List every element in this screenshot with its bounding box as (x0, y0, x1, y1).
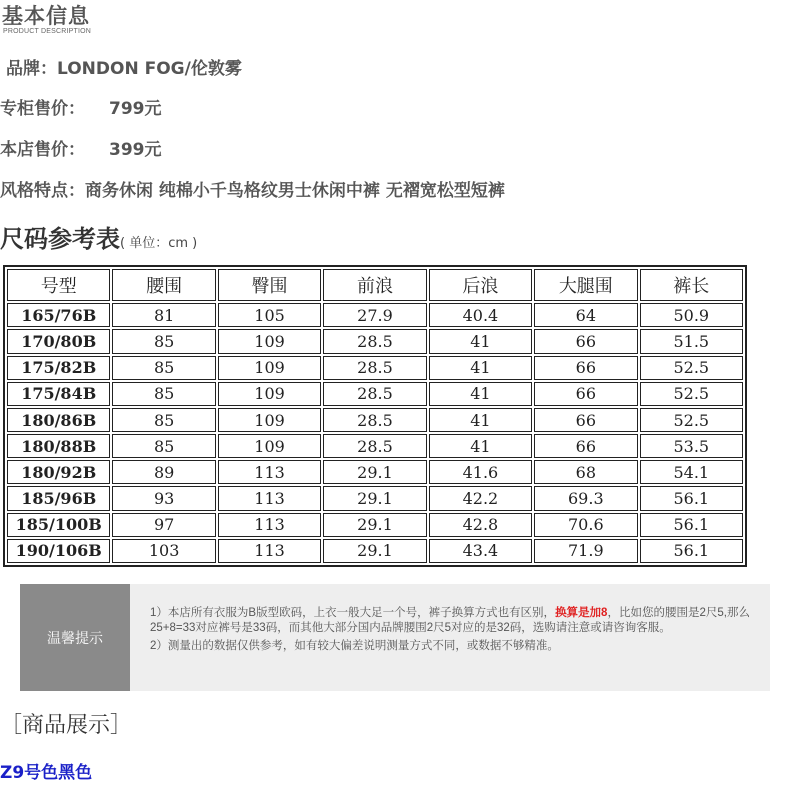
notice-box (20, 584, 770, 691)
table-cell: 109 (218, 408, 321, 432)
table-row (7, 329, 743, 353)
size-chart-unit: ( 单位：cm ) (120, 236, 198, 251)
table-cell: 69.3 (534, 486, 637, 510)
table-cell: 28.5 (323, 408, 426, 432)
table-cell: 109 (218, 356, 321, 380)
size-table-body (7, 269, 743, 563)
size-model-cell: 180/92B (7, 460, 110, 484)
table-cell: 28.5 (323, 356, 426, 380)
table-cell: 109 (218, 434, 321, 458)
table-cell: 29.1 (323, 486, 426, 510)
size-table (3, 265, 747, 567)
store-price-value: 399元 (109, 140, 162, 160)
table-cell: 29.1 (323, 539, 426, 563)
table-cell: 28.5 (323, 329, 426, 353)
table-row (7, 382, 743, 406)
table-cell: 66 (534, 382, 637, 406)
table-row (7, 539, 743, 563)
table-cell: 56.1 (640, 513, 743, 537)
table-cell: 52.5 (640, 356, 743, 380)
size-model-cell: 185/100B (7, 513, 110, 537)
table-cell: 85 (112, 382, 215, 406)
table-header-cell: 号型 (7, 269, 110, 301)
table-cell: 50.9 (640, 303, 743, 327)
table-cell: 68 (534, 460, 637, 484)
table-row (7, 486, 743, 510)
table-row (7, 513, 743, 537)
table-row (7, 408, 743, 432)
table-cell: 54.1 (640, 460, 743, 484)
table-cell: 97 (112, 513, 215, 537)
notice-line-2: 2）测量出的数据仅供参考，如有较大偏差说明测量方式不同，或数据不够精准。 (150, 640, 559, 652)
size-model-cell: 165/76B (7, 303, 110, 327)
notice-text (150, 606, 750, 654)
table-header-cell: 裤长 (640, 269, 743, 301)
style-row (0, 176, 505, 201)
table-cell: 113 (218, 539, 321, 563)
section-subtitle: PRODUCT DESCRIPTION (3, 28, 92, 35)
size-table-grid (5, 267, 745, 565)
counter-price-label: 专柜售价： (0, 99, 85, 119)
table-cell: 71.9 (534, 539, 637, 563)
table-cell: 85 (112, 329, 215, 353)
product-color-label: Z9号色黑色 (0, 763, 93, 783)
table-cell: 42.2 (429, 486, 532, 510)
table-cell: 85 (112, 408, 215, 432)
table-cell: 41 (429, 329, 532, 353)
table-cell: 85 (112, 434, 215, 458)
size-model-cell: 180/86B (7, 408, 110, 432)
style-value: 商务休闲 纯棉小千鸟格纹男士休闲中裤 无褶宽松型短裤 (85, 181, 505, 201)
table-row (7, 460, 743, 484)
table-cell: 109 (218, 382, 321, 406)
table-cell: 29.1 (323, 460, 426, 484)
table-cell: 42.8 (429, 513, 532, 537)
counter-price-row (0, 94, 162, 119)
style-label: 风格特点： (0, 181, 85, 201)
table-header-row (7, 269, 743, 301)
table-cell: 66 (534, 329, 637, 353)
table-header-cell: 腰围 (112, 269, 215, 301)
size-model-cell: 175/84B (7, 382, 110, 406)
notice-line-1-part-a: 1）本店所有衣服为B版型欧码，上衣一般大足一个号，裤子换算方式也有区别， (150, 607, 556, 619)
brand-row (6, 54, 242, 79)
table-cell: 66 (534, 434, 637, 458)
table-cell: 70.6 (534, 513, 637, 537)
table-cell: 27.9 (323, 303, 426, 327)
table-cell: 56.1 (640, 486, 743, 510)
table-cell: 89 (112, 460, 215, 484)
table-cell: 66 (534, 408, 637, 432)
table-cell: 41.6 (429, 460, 532, 484)
size-model-cell: 190/106B (7, 539, 110, 563)
notice-highlight: 换算是加8 (555, 607, 608, 619)
notice-line-1-part-b: ，比如您的腰围是2尺5,那么25+8=33对应裤号是33码，而其他大部分国内品牌腰围2尺5对应的是32码，选购请注意或请咨询客服。 (150, 607, 750, 634)
table-cell: 109 (218, 329, 321, 353)
section-title-basic-info: 基本信息 (2, 4, 90, 28)
counter-price-value: 799元 (109, 99, 162, 119)
store-price-row (0, 135, 162, 160)
table-cell: 52.5 (640, 382, 743, 406)
table-cell: 52.5 (640, 408, 743, 432)
table-cell: 43.4 (429, 539, 532, 563)
table-row (7, 356, 743, 380)
table-cell: 41 (429, 382, 532, 406)
table-header-cell: 前浪 (323, 269, 426, 301)
size-chart-title-row (0, 219, 197, 254)
table-cell: 113 (218, 513, 321, 537)
brand-label: 品牌： (6, 59, 57, 79)
table-header-cell: 大腿围 (534, 269, 637, 301)
table-cell: 81 (112, 303, 215, 327)
size-model-cell: 185/96B (7, 486, 110, 510)
table-cell: 41 (429, 356, 532, 380)
table-header-cell: 臀围 (218, 269, 321, 301)
table-cell: 53.5 (640, 434, 743, 458)
table-cell: 51.5 (640, 329, 743, 353)
table-cell: 41 (429, 434, 532, 458)
table-cell: 66 (534, 356, 637, 380)
product-display-title: ［商品展示］ (0, 713, 133, 738)
table-cell: 64 (534, 303, 637, 327)
table-cell: 85 (112, 356, 215, 380)
table-cell: 113 (218, 460, 321, 484)
size-model-cell: 180/88B (7, 434, 110, 458)
table-row (7, 434, 743, 458)
table-cell: 103 (112, 539, 215, 563)
table-cell: 40.4 (429, 303, 532, 327)
table-header-cell: 后浪 (429, 269, 532, 301)
table-cell: 28.5 (323, 434, 426, 458)
size-chart-title: 尺码参考表 (0, 225, 120, 253)
table-cell: 28.5 (323, 382, 426, 406)
table-cell: 105 (218, 303, 321, 327)
notice-label: 温馨提示 (20, 584, 130, 691)
table-row (7, 303, 743, 327)
table-cell: 41 (429, 408, 532, 432)
table-cell: 93 (112, 486, 215, 510)
table-cell: 56.1 (640, 539, 743, 563)
table-cell: 113 (218, 486, 321, 510)
store-price-label: 本店售价： (0, 140, 85, 160)
size-model-cell: 175/82B (7, 356, 110, 380)
table-cell: 29.1 (323, 513, 426, 537)
notice-line-1 (150, 606, 750, 636)
size-model-cell: 170/80B (7, 329, 110, 353)
brand-value: LONDON FOG/伦敦雾 (57, 59, 242, 79)
